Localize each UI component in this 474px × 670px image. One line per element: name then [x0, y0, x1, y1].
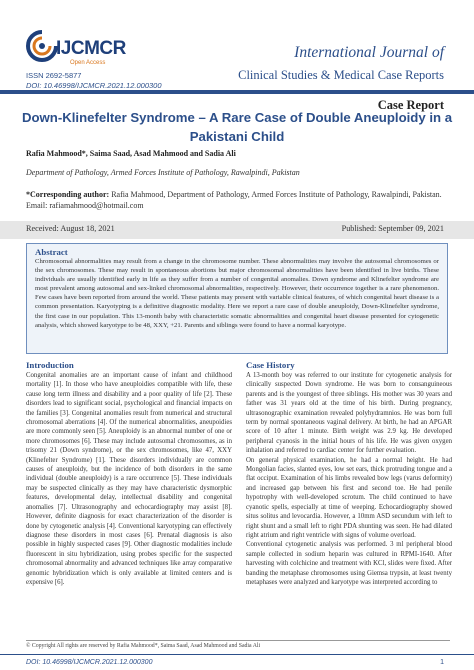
dates-bar — [0, 221, 474, 239]
introduction-heading: Introduction — [26, 360, 74, 370]
case-history-heading: Case History — [246, 360, 295, 370]
ijcmcr-logo-icon — [26, 30, 58, 62]
open-access-label: Open Access — [70, 60, 106, 66]
copyright-notice: © Copyright All rights are reserved by Rafia Mahmood*, Saima Saad, Asad Mahmood and Sadia Ali — [26, 640, 450, 649]
right-column — [246, 360, 452, 587]
article-type: Case Report — [377, 98, 444, 112]
corresponding-author-details: Rafia Mahmood, Department of Pathology, Armed Forces Institute of Pathology, Rawalpindi, Pakistan. Email: rafiamahmood@hotmail.com — [26, 190, 442, 210]
page-number: 1 — [440, 659, 444, 666]
corresponding-author — [26, 189, 448, 211]
abstract-body: Chromosomal abnormalities may result from a change in the chromosome number. These abnormalities may involve the autosomal chromosomes or the sex chromosomes. These may result in spontaneous abortions but major chromosomal abnormalities have been identified in live births. These individuals are usually identified early in life as they suffer from a number of congenital anomalies. Down syndrome and Klinefelter syndrome are most prevalent among autosomal and sex-linked chromosomal abnormalities, respectively. However, their occurrence together is a rare phenomenon. Few cases have been reported from around the world. These patients may present with variable clinical features, of which congenital heart disease is a common presentation. Karyotyping is a definitive diagnostic modality. Here we report a rare case of double aneuploidy, Down-Klinefelter syndrome, the first case in our population. This 13-month baby with characteristic somatic abnormalities and congenital heart disease presented for cytogenetic analysis, which showed karyotype to be 48, XXY, +21. Parents and siblings were found to have a normal karyotype. — [35, 258, 439, 329]
case-history-paragraph-1: A 13-month boy was referred to our institute for cytogenetic analysis for clinically suspected Down syndrome. He was born to consanguineous parents and is the youngest of three siblings. His mother was 30 years and father was 31 years old at the time of his birth. During pregnancy, ultrasonographic examination revealed polyhydramnios. He was born full term by normal spontaneous vaginal delivery. At birth, he had an APGAR score of 10 after 1 minute. Birth weight was 2.9 kg. He developed peripheral cyanosis in the initial hours of his life. He was given oxygen inhalation and referred to cardiac center for further evaluation. — [246, 372, 452, 455]
header-divider — [0, 90, 474, 94]
case-history-paragraph-3: Conventional cytogenetic analysis was performed. 3 ml peripheral blood sample collected in sodium heparin was cultured in RPMI-1640. After harvesting with colchicine and treatment with KCl, slides were fixed. After banding the metaphase chromosomes using Giemsa trypsin, at least twenty metaphases were analyzed and karyotype was interpreted according to — [246, 541, 452, 586]
case-history-paragraph-2: On general physical examination, he had a normal height. He had Mongolian facies, slanted eyes, low set ears, thick protruding tongue and a flat occiput. Examination of his limbs revealed bow legs (varus deformity) and increased gap between his first and second toe. He had penile hypotrophy with well-developed scrotum. The child continued to have cyanotic spells, especially at time of weeping. Echocardiography showed situs solitus and levocardia. However, a 10mm ASD secundum with left to right shunt and a small left to right PDA shunting was seen. He had dilated right atrium and right ventricle with signs of volume overload. — [246, 456, 452, 539]
article-title: Down-Klinefelter Syndrome – A Rare Case of Double Aneuploidy in a Pakistani Child — [21, 110, 453, 144]
affiliation: Department of Pathology, Armed Forces Institute of Pathology, Rawalpindi, Pakistan — [26, 168, 300, 177]
logo-text: IJCMCR — [56, 38, 126, 59]
corresponding-author-label: *Corresponding author: — [26, 190, 110, 199]
left-column — [26, 360, 232, 587]
published-date: Published: September 09, 2021 — [341, 224, 444, 233]
received-date: Received: August 18, 2021 — [26, 224, 115, 233]
introduction-body: Congenital anomalies are an important cause of infant and childhood mortality [1]. In those who have aneuploidies compatible with life, these cause long term illness and disability and a poor quality of life [2]. These disorders lead to significant social, psychological and financial impacts on the families [3]. Congenital anomalies result from numerical and structural chromosomal aberrations [4]. Of the numerical abnormalities, aneupoidies are more commonly seen [5]. Aneuploidy is an abnormal number of one or more chromosomes [6]. These may include autosomal chromosomes, as in trisomy 21 (Down syndrome), or the sex chromosomes, like 47, XXY (Klinefelter Syndrome) [1]. These disorders individually are common causes of aneuploidy, but the incidence of both disorders in the same individual (double aneuploidy) is a rare occurrence [5]. These individuals may be suspected clinically as they may have characteristic dysmorphic features, developmental delay, intellectual disability and congenital anomalies [7]. Ultrasonography and echocardiography may assist [8]. However, definite diagnosis for exact characterization of the disorder is done by cytogenetic analysis [4]. Conventional karyotyping can effectively diagnose these disorders in most cases [6]. Prenatal diagnosis is also possible in highly suspected cases [9]. Other diagnostic modalities include fluorescent in situ hybridization, using probes specific for the suspected chromosomal abnormality and advanced techniques like array comparative genomic hybridization which is only available at limited centers and is expensive [6]. — [26, 372, 232, 586]
journal-subtitle: Clinical Studies & Medical Case Reports — [238, 68, 444, 82]
doi-footer[interactable]: DOI: 10.46998/IJCMCR.2021.12.000300 — [26, 659, 153, 666]
issn: ISSN 2692-5877 — [26, 71, 82, 80]
journal-title: International Journal of — [294, 44, 444, 61]
author-list: Rafia Mahmood*, Saima Saad, Asad Mahmood and Sadia Ali — [26, 149, 236, 158]
doi-header[interactable]: DOI: 10.46998/IJCMCR.2021.12.000300 — [26, 81, 162, 90]
abstract-heading: Abstract — [35, 247, 68, 257]
footer-divider — [0, 654, 474, 655]
abstract-box — [26, 243, 448, 354]
